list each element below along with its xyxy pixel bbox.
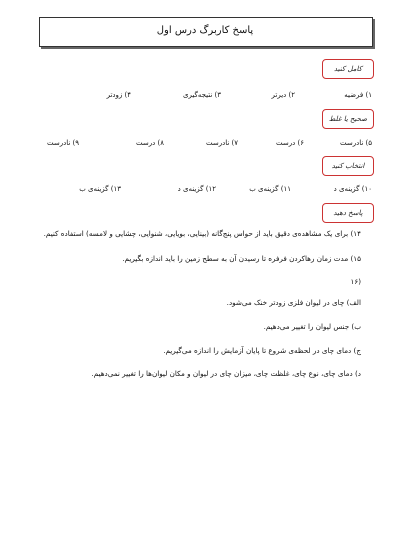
answer-8: ۸) درست xyxy=(136,139,164,147)
answer-4: ۴) زودتر xyxy=(106,91,131,99)
answer-13: ۱۳) گزینه‌ی ب xyxy=(79,185,121,193)
section-label-true-false: صحیح یا غلط xyxy=(322,109,374,129)
answer-12: ۱۲) گزینه‌ی د xyxy=(177,185,216,193)
section-label-fill-blank: کامل کنید xyxy=(322,59,374,79)
answer-10: ۱۰) گزینه‌ی د xyxy=(333,185,372,193)
section-label-choose: انتخاب کنید xyxy=(322,156,374,176)
answer-16-a: الف) چای در لیوان فلزی زودتر خنک می‌شود. xyxy=(226,298,361,307)
answer-16-b: ب) جنس لیوان را تغییر می‌دهیم. xyxy=(263,322,361,331)
page-title: پاسخ کاربرگ درس اول xyxy=(156,25,254,36)
answer-5: ۵) نادرست xyxy=(339,139,372,147)
section-label-answer: پاسخ دهید xyxy=(322,203,374,223)
answer-11: ۱۱) گزینه‌ی ب xyxy=(249,185,291,193)
answer-16: ۱۶) xyxy=(350,277,361,286)
answer-1: ۱) فرضیه xyxy=(344,91,372,99)
answer-16-d: د) دمای چای، نوع چای، غلظت چای، میزان چای در لیوان و مکان لیوان‌ها را تغییر نمی‌دهیم. xyxy=(91,369,361,378)
answer-14: ۱۴) برای یک مشاهده‌ی دقیق باید از حواس پنج‌گانه (بینایی، بویایی، شنوایی، چشایی و لامسه) استفاده کنیم. xyxy=(43,229,361,238)
answer-16-c: ج) دمای چای در لحظه‌ی شروع تا پایان آزمایش را اندازه می‌گیریم. xyxy=(163,346,361,355)
answer-2: ۲) دیرتر xyxy=(271,91,295,99)
answer-7: ۷) نادرست xyxy=(205,139,238,147)
answer-6: ۶) درست xyxy=(276,139,304,147)
answer-3: ۳) نتیجه‌گیری xyxy=(183,91,221,99)
answer-15: ۱۵) مدت زمان رهاکردن فرفره تا رسیدن آن به سطح زمین را باید اندازه بگیریم. xyxy=(122,254,361,263)
answer-9: ۹) نادرست xyxy=(46,139,79,147)
